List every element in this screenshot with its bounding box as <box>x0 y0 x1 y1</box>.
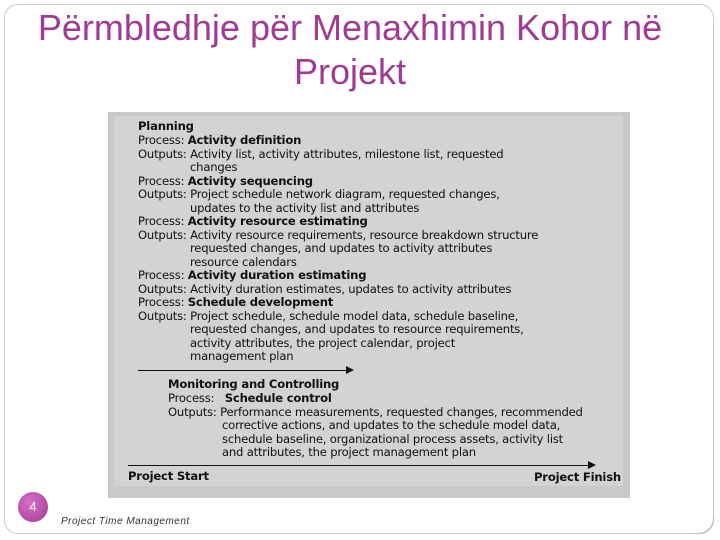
process-panel <box>114 116 623 486</box>
line-text: changes <box>190 160 238 174</box>
line-text: schedule baseline, organizational process assets, activity list <box>222 431 564 446</box>
planning-arrow-line <box>138 370 348 371</box>
line-text: updates to the activity list and attributes <box>190 200 420 215</box>
footer-text: Project Time Management <box>61 516 190 527</box>
line-text: Activity duration estimates, updates to activity attributes <box>190 281 512 296</box>
planning-heading: Planning <box>138 119 194 133</box>
project-start-label: Project Start <box>128 469 209 483</box>
planning-line <box>138 134 301 148</box>
planning-line <box>138 229 538 243</box>
line-text: Activity definition <box>187 133 302 147</box>
line-text: Activity sequencing <box>187 173 313 188</box>
planning-line <box>138 188 500 202</box>
monitoring-line <box>168 406 583 420</box>
process-figure <box>108 112 630 498</box>
line-prefix: Outputs: <box>138 227 191 242</box>
line-text: Activity duration estimating <box>187 268 367 282</box>
line-text: Project schedule network diagram, requested changes, <box>190 187 500 201</box>
line-prefix: Process: <box>168 391 225 405</box>
timeline-arrow-head-icon <box>588 461 596 469</box>
planning-line <box>190 202 419 216</box>
line-text: and attributes, the project management plan <box>222 445 476 459</box>
planning-line <box>190 161 237 175</box>
timeline-arrow-line <box>128 465 590 466</box>
planning-line <box>138 310 518 324</box>
planning-line <box>190 337 455 351</box>
planning-line <box>138 296 333 310</box>
line-prefix: Outputs: <box>138 146 191 161</box>
line-prefix: Process: <box>138 133 188 147</box>
line-text: requested changes, and updates to activity attributes <box>190 241 493 255</box>
line-text: Activity list, activity attributes, milestone list, requested <box>190 146 504 161</box>
line-prefix: Outputs: <box>138 187 191 201</box>
planning-line <box>138 148 503 162</box>
line-prefix: Outputs: <box>138 308 191 323</box>
line-text: requested changes, and updates to resource requirements, <box>190 322 524 336</box>
planning-line <box>190 323 524 337</box>
monitoring-line <box>168 392 332 406</box>
line-text: Activity resource estimating <box>187 214 368 228</box>
line-prefix: Process: <box>138 268 188 282</box>
line-text: corrective actions, and updates to the schedule model data, <box>222 418 561 432</box>
slide-title: Përmbledhje për Menaxhimin Kohor në Projekt <box>37 7 663 92</box>
line-text: Activity resource requirements, resource breakdown structure <box>190 227 539 242</box>
planning-line <box>190 242 492 256</box>
planning-line <box>138 269 366 283</box>
planning-line <box>138 175 313 189</box>
monitoring-line <box>222 419 560 433</box>
planning-line <box>138 215 368 229</box>
line-text: Project schedule, schedule model data, schedule baseline, <box>190 308 519 323</box>
line-text: activity attributes, the project calendar, project <box>190 335 456 350</box>
monitoring-line <box>222 446 476 460</box>
line-text: Schedule development <box>187 295 334 309</box>
line-prefix: Outputs: <box>138 281 191 296</box>
monitoring-line <box>222 433 563 447</box>
line-text: resource calendars <box>190 254 297 269</box>
line-prefix: Process: <box>138 173 188 188</box>
line-text: management plan <box>190 349 294 363</box>
line-text: Schedule control <box>224 391 332 405</box>
line-text: Performance measurements, requested changes, recommended <box>220 404 583 419</box>
page-number-badge: 4 <box>18 492 48 522</box>
line-prefix: Process: <box>138 214 188 228</box>
planning-line <box>190 256 297 270</box>
planning-line <box>190 350 293 364</box>
planning-arrow-head-icon <box>346 366 354 374</box>
planning-line <box>138 283 511 297</box>
page-curl-decoration <box>695 515 714 534</box>
monitoring-heading: Monitoring and Controlling <box>168 377 340 391</box>
line-prefix: Process: <box>138 295 188 309</box>
project-finish-label: Project Finish <box>534 470 621 484</box>
line-prefix: Outputs: <box>168 404 221 419</box>
